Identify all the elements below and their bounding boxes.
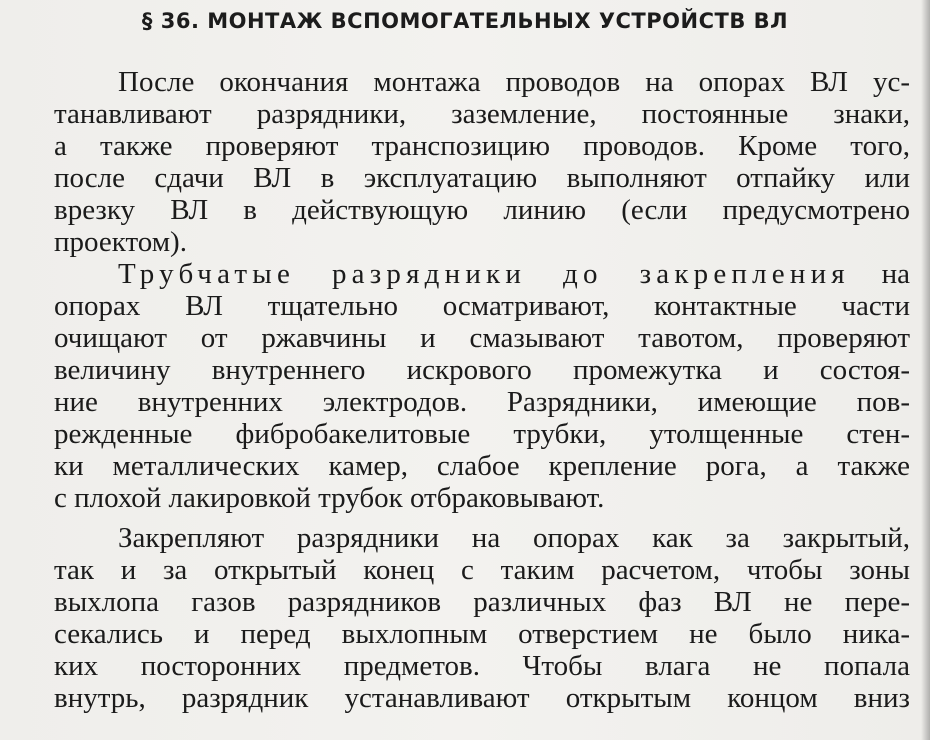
text-line: очищают от ржавчины и смазывают тавотом, проверяют: [54, 322, 910, 354]
section-heading: § 36. МОНТАЖ ВСПОМОГАТЕЛЬНЫХ УСТРОЙСТВ ВЛ: [141, 9, 789, 33]
text-line: ких посторонних предметов. Чтобы влага не попала: [54, 650, 910, 682]
page-edge-shadow: [921, 0, 930, 740]
text-line: ние внутренних электродов. Разрядники, имеющие пов-: [54, 386, 910, 418]
text-line: ки металлических камер, слабое крепление рога, а также: [54, 450, 910, 482]
text-line: внутрь, разрядник устанавливают открытым концом вниз: [54, 682, 910, 714]
text-line: а также проверяют транспозицию проводов. Кроме того,: [54, 130, 910, 162]
text-line: врезку ВЛ в действующую линию (если предусмотрено: [54, 194, 910, 226]
text-line: проектом).: [54, 226, 187, 258]
text-line: выхлопа газов разрядников различных фаз ВЛ не пере-: [54, 586, 910, 618]
text-line: величину внутреннего искрового промежутка и состоя-: [54, 354, 910, 386]
text-line: опорах ВЛ тщательно осматривают, контактные части: [54, 290, 910, 322]
text-line: режденные фибробакелитовые трубки, утолщенные стен-: [54, 418, 910, 450]
text-line: так и за открытый конец с таким расчетом, чтобы зоны: [54, 554, 910, 586]
text-line: с плохой лакировкой трубок отбраковывают.: [54, 482, 605, 514]
emphasized-term: Трубчатые разрядники до закрепления: [118, 258, 850, 290]
text-line: танавливают разрядники, заземление, постоянные знаки,: [54, 98, 910, 130]
text-line: Закрепляют разрядники на опорах как за закрытый,: [118, 522, 910, 554]
text-fragment: на: [881, 258, 910, 290]
text-line: После окончания монтажа проводов на опорах ВЛ ус-: [118, 66, 910, 98]
text-line: секались и перед выхлопным отверстием не было ника-: [54, 618, 910, 650]
text-line: [118, 258, 910, 290]
text-line: после сдачи ВЛ в эксплуатацию выполняют отпайку или: [54, 162, 910, 194]
